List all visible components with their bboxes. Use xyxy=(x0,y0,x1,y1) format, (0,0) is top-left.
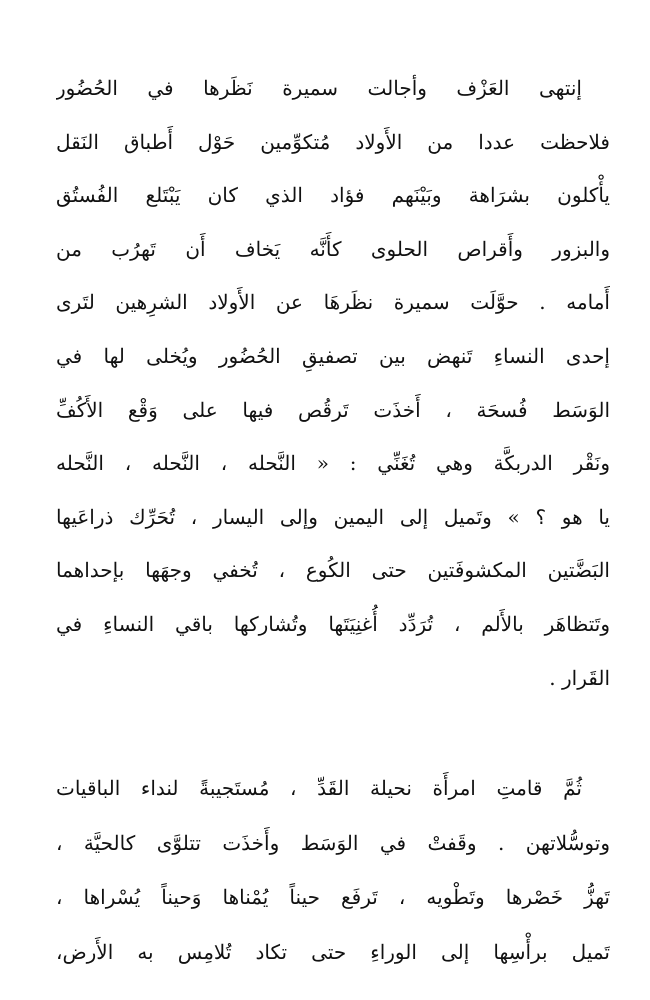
text-line: ونَقْر الدربكَّة وهي تُغَنِّي : « النَّحله ، النَّحله ، النَّحله xyxy=(56,451,610,476)
text-line: يا هو ؟ » وتَميل إلى اليمين وإلى اليسار ، تُحَرِّك ذراعَيها xyxy=(56,504,610,529)
text-line: تَهزُّ خَصْرها وتَطْويه ، تَرفَع حيناً يُمْناها وَحيناً يُسْراها ، xyxy=(56,885,610,910)
paragraph-2 xyxy=(56,761,610,979)
text-line: فلاحظت عددا من الأَولاد مُتكوِّمين حَوْل أَطباق النَقل xyxy=(56,129,610,154)
text-line: البَضَّتين المكشوفَتين حتى الكُوع ، تُخفي وجهَها بإحداهما xyxy=(56,558,610,583)
text-line: والبزور وأَقراص الحلوى كأَنَّه يَخاف أَن تَهرُب من xyxy=(56,236,610,261)
paragraph-1 xyxy=(56,62,610,705)
text-line: القَرار . xyxy=(549,665,610,690)
text-line: إحدى النساءِ تَنهض بين تصفيقِ الحُضُور ويُخلى لها في xyxy=(56,343,610,368)
text-line: إنتهى العَزْف وأجالت سميرة نَظَرها في الحُضُور xyxy=(56,76,582,100)
text-line: أَمامه . حوَّلَت سميرة نظَرهَا عن الأَولاد الشرِهين لتَرى xyxy=(56,290,610,315)
text-line: ثُمَّ قامتِ امرأَة نحيلة القَدِّ ، مُستَجيبةً لنداء الباقيات xyxy=(56,776,582,801)
text-line: وتَتظاهَر بالأَلم ، تُرَدِّد أُغنِيَتَها وتُشاركها باقي النساءِ في xyxy=(56,611,610,636)
text-line: وتوسُّلاتهن . وقَفتْ في الوَسَط وأَخذَت تتلوَّى كالحيَّة ، xyxy=(56,830,610,855)
text-line: الوَسَط فُسحَة ، أَخذَت تَرقُص فيها على وَقْع الأَكُفِّ xyxy=(56,397,610,422)
paragraph-gap xyxy=(56,705,610,761)
text-line: تَميل برأْسِها إلى الوراءِ حتى تكاد تُلامِس به الأَرض، xyxy=(56,939,610,964)
book-page xyxy=(56,62,610,979)
text-line: يأْكلون بشرَاهة وبَيْنَهم فؤاد الذي كان يَبْتَلع الفُستُق xyxy=(56,183,610,208)
